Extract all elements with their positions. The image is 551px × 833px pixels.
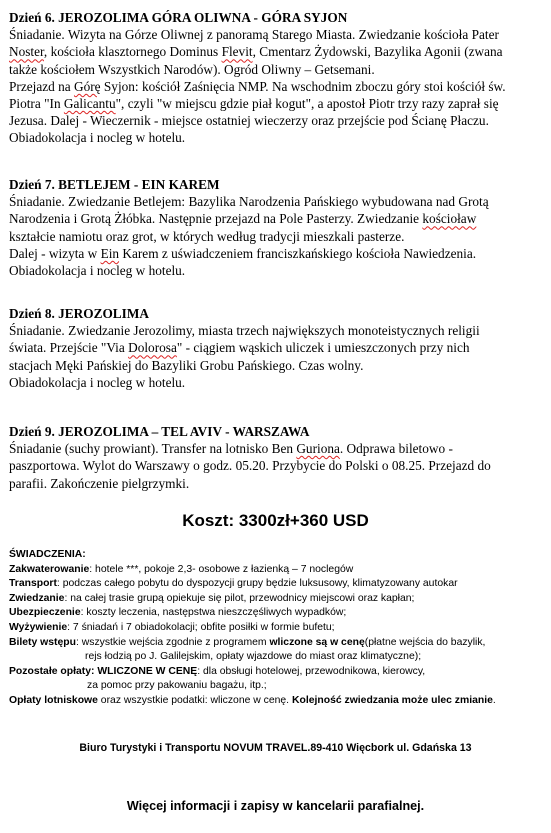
service-emphasis: Kolejność zwiedzania może ulec zmianie (291, 694, 493, 706)
text-run: Dalej - wizyta w (9, 245, 101, 261)
service-label: Opłaty lotniskowe (9, 694, 98, 706)
service-emphasis: WLICZONE W CENĘ (94, 665, 198, 677)
day-6-line (9, 43, 544, 60)
day-6-section (9, 9, 544, 147)
service-text: : hotele ***, pokoje 2,3- osobowe z łazienką – 7 noclegów (89, 563, 354, 575)
service-text: : koszty leczenia, następstwa nieszczęśliwych wypadków; (80, 607, 347, 619)
text-run: Śniadanie (suchy prowiant). Transfer na lotnisko Ben (9, 441, 297, 457)
day-9-line: parafii. Zakończenie pielgrzymki. (9, 475, 190, 491)
day-8-line: Śniadanie. Zwiedzanie Jerozolimy, miasta trzech największych monoteistycznych religii (9, 323, 480, 339)
service-emphasis: wliczone są w cenę (269, 636, 365, 648)
day-7-title: Dzień 7. BETLEJEM - EIN KAREM (9, 177, 220, 192)
text-run: . Odprawa biletowo - (339, 441, 453, 457)
spellcheck-word: Noster (9, 44, 44, 60)
agency-address: Biuro Turystyki i Transportu NOVUM TRAVEL.89-410 Więcbork ul. Gdańska 13 (79, 742, 472, 754)
services-section (9, 548, 544, 709)
day-6-line: także kościołem Wszystkich Narodów). Ogród Oliwny – Getsemani. (9, 61, 375, 77)
day-6-title: Dzień 6. JEROZOLIMA GÓRA OLIWNA - GÓRA SYJON (9, 10, 348, 25)
text-run: Karem z uświadczeniem franciszkańskiego kościoła Nawiedzenia. (119, 245, 477, 261)
service-label: Transport (9, 578, 57, 590)
text-run: ", czyli "w miejscu gdzie piał kogut", a apostoł Piotr trzy razy zaprał się (115, 96, 499, 112)
spellcheck-word: kościoław (422, 211, 477, 227)
service-text: . (492, 694, 496, 706)
service-text: : 7 śniadań i 7 obiadokolacji; obfite posiłki w formie bufetu; (67, 621, 335, 633)
service-airport-fees (9, 694, 544, 709)
service-label: Wyżywienie (9, 621, 68, 633)
service-tickets-continued: rejs łodzią po J. Galilejskim, opłaty wjazdowe do miast oraz klimatyczne); (85, 651, 422, 663)
day-8-line: Obiadokolacja i nocleg w hotelu. (9, 374, 186, 390)
service-label: Ubezpieczenie (9, 607, 81, 619)
service-label: Zwiedzanie (9, 592, 65, 604)
text-run: , Cmentarz Żydowski, Bazylika Agonii (zwana (252, 44, 503, 60)
text-run: świata. Przejście "Via (9, 340, 129, 356)
day-6-line: Obiadokolacja i nocleg w hotelu. (9, 130, 186, 146)
day-8-line: stacjach Męki Pańskiej do Bazyliki Grobu Pańskiego. Czas wolny. (9, 357, 364, 373)
service-other-fees (9, 665, 544, 680)
text-run: Piotra "In (9, 96, 64, 112)
day-6-line: Jezusa. Dalej - Wieczernik - miejsce ostatniej wieczerzy oraz przejście pod Ścianę Płaczu. (9, 113, 489, 129)
day-7-line: Śniadanie. Zwiedzanie Betlejem: Bazylika Narodzenia Pańskiego wybudowana nad Grotą (9, 194, 489, 210)
spellcheck-word: Górę (73, 78, 101, 94)
service-label: Pozostałe opłaty: (9, 665, 95, 677)
spellcheck-word: Galicantu (63, 96, 116, 112)
text-run: Przejazd na (9, 78, 74, 94)
services-heading: ŚWIADCZENIA: (9, 549, 86, 560)
service-label: Zakwaterowanie (9, 563, 90, 575)
service-insurance (9, 606, 544, 621)
service-text: oraz wszystkie podatki: wliczone w cenę. (97, 694, 292, 706)
day-8-title: Dzień 8. JEROZOLIMA (9, 306, 149, 321)
service-other-fees-continued: za pomoc przy pakowaniu bagażu, itp.; (87, 680, 267, 692)
day-6-line: Śniadanie. Wizyta na Górze Oliwnej z panoramą Starego Miasta. Zwiedzanie kościoła Pater (9, 27, 499, 43)
service-text: : dla obsługi hotelowej, przewodnikowa, kierowcy, (197, 665, 426, 677)
day-9-line (9, 440, 544, 457)
service-transport (9, 577, 544, 592)
service-text: : wszystkie wejścia zgodnie z programem (75, 636, 270, 648)
day-7-line (9, 245, 544, 262)
day-6-line (9, 95, 544, 112)
day-7-line: Obiadokolacja i nocleg w hotelu. (9, 263, 186, 279)
day-8-section (9, 305, 544, 391)
day-8-line (9, 339, 544, 356)
text-run: , kościoła klasztornego Dominus (43, 44, 222, 60)
service-accommodation (9, 563, 544, 578)
spellcheck-word: Ein (100, 245, 120, 261)
service-text: : na całej trasie grupą opiekuje się pilot, przewodnicy miejscowi oraz kapłan; (64, 592, 415, 604)
service-sightseeing (9, 592, 544, 607)
cost-heading: Koszt: 3300zł+360 USD (182, 511, 369, 530)
more-info-note: Więcej informacji i zapisy w kancelarii parafialnej. (126, 799, 425, 813)
service-text: (płatne wejścia do bazylik, (364, 636, 486, 648)
text-run: Narodzenia i Grotą Żłóbka. Następnie przejazd na Pole Pasterzy. Zwiedzanie (9, 211, 423, 227)
service-text: : podczas całego pobytu do dyspozycji grupy będzie luksusowy, klimatyzowany autokar (56, 578, 458, 590)
service-meals (9, 621, 544, 636)
day-7-line: kształcie namiotu oraz grot, w których według tradycji mieszkali pasterze. (9, 228, 405, 244)
day-9-section (9, 423, 544, 492)
service-label: Bilety wstępu (9, 636, 76, 648)
day-9-line: paszportowa. Wylot do Warszawy o godz. 05.20. Przybycie do Polski o 08.25. Przejazd do (9, 458, 491, 474)
text-run: Syjon: kościół Zaśnięcia NMP. Na wschodnim zboczu góry stoi kościół św. (100, 78, 506, 94)
day-6-line (9, 78, 544, 95)
day-9-title: Dzień 9. JEROZOLIMA – TEL AVIV - WARSZAWA (9, 424, 310, 439)
day-7-section (9, 176, 544, 279)
text-run: " - ciągiem wąskich uliczek i umieszczonych przy nich (176, 340, 470, 356)
spellcheck-word: Dolorosa (128, 340, 177, 356)
service-tickets (9, 636, 544, 651)
day-7-line (9, 210, 544, 227)
spellcheck-word: Flevit (221, 44, 253, 60)
spellcheck-word: Guriona (296, 441, 340, 457)
